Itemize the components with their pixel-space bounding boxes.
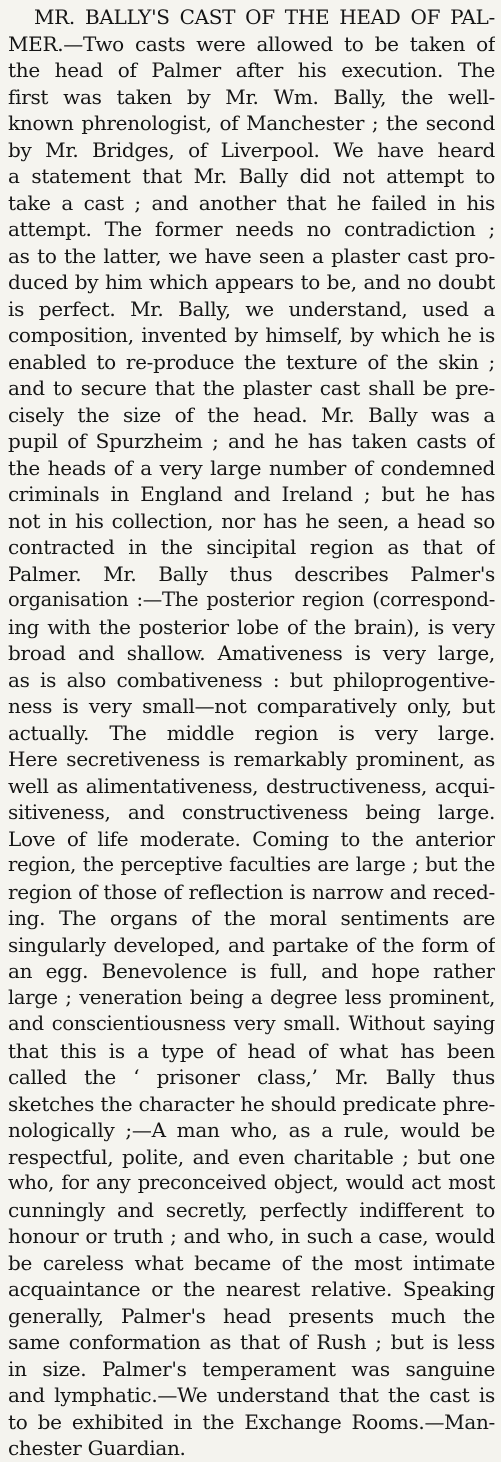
article-text-line: organisation :—The posterior region (correspond- [8,588,495,611]
article-text-line: singularly developed, and partake of the form of [8,932,495,957]
article-text-line: to be exhibited in the Exchange Rooms.—Man- [8,1409,495,1434]
article-text-line: who, for any preconceived object, would act most [8,1171,495,1194]
article-text-line: by Mr. Bridges, of Liverpool. We have heard [8,137,495,162]
article-text-line: not in his collection, nor has he seen, a head so [8,508,495,533]
article-text-line: cisely the size of the head. Mr. Bally was a [8,402,495,427]
article-text-line: a statement that Mr. Bally did not attempt to [8,164,495,188]
article-text-line: and conscientiousness very small. Without saying [8,1012,495,1035]
article-text-line: Palmer. Mr. Bally thus describes Palmer's [8,561,495,586]
article-text-line: Here secretiveness is remarkably prominent, as [8,747,495,771]
article-text-line: and to secure that the plaster cast shall be pre- [8,376,495,400]
article-text-line: take a cast ; and another that he failed in his [8,190,495,215]
article-text-line: composition, invented by himself, by which he is [8,323,495,347]
article-text-line: same conformation as that of Rush ; but is less [8,1330,495,1354]
article-text-line: ing. The organs of the moral sentiments are [8,906,495,930]
article-source-line: chester Guardian. [8,1436,186,1460]
article-text-line: cunningly and secretly, perfectly indifferent to [8,1197,495,1222]
article-text-line: acquaintance or the nearest relative. Speaking [8,1277,495,1301]
article-text-line: ness is very small—not comparatively only, but [8,694,495,718]
article-headline-line: MR. BALLY'S CAST OF THE HEAD OF PAL- [34,5,495,29]
article-text-line: as to the latter, we have seen a plaster cast pro- [8,243,495,268]
article-text-line: respectful, polite, and even charitable ; but one [8,1144,495,1169]
article-text-line: known phrenologist, of Manchester ; the second [8,111,495,135]
article-text-line: the heads of a very large number of condemned [8,455,495,480]
article-text-line: nologically ;—A man who, as a rule, would be [8,1118,495,1142]
article-text-line: well as alimentativeness, destructiveness, acqui- [8,773,495,798]
article-text-line: and lymphatic.—We understand that the cast is [8,1383,495,1407]
article-text-line: Love of life moderate. Coming to the anterior [8,826,495,851]
article-text-line: ing with the posterior lobe of the brain), is very [8,614,495,639]
article-text-line: broad and shallow. Amativeness is very large, [8,641,495,665]
article-text-line: region, the perceptive faculties are large ; but the [8,853,495,876]
article-text-line: criminals in England and Ireland ; but he has [8,482,495,506]
article-text-line: region of those of reflection is narrow and reced- [8,879,495,904]
article-text-line: large ; veneration being a degree less prominent, [8,985,495,1009]
article-text-line: sketches the character he should predicate phre- [8,1091,495,1116]
article-text-line: actually. The middle region is very large. [8,720,495,745]
article-text-line: honour or truth ; and who, in such a case, would [8,1224,495,1248]
article-text-line: sitiveness, and constructiveness being large. [8,800,495,824]
article-text-line: called the ‘ prisoner class,’ Mr. Bally thus [8,1065,495,1089]
article-text-line: is perfect. Mr. Bally, we understand, used a [8,296,495,321]
article-text-line: pupil of Spurzheim ; and he has taken casts of [8,429,495,453]
article-text-line: be careless what became of the most intimate [8,1250,495,1275]
article-text-line: first was taken by Mr. Wm. Bally, the well- [8,84,495,109]
article-text-line: an egg. Benevolence is full, and hope rather [8,959,495,983]
article-text-line: enabled to re-produce the texture of the skin ; [8,349,495,374]
article-text-line: that this is a type of head of what has been [8,1038,495,1063]
article-text-line: attempt. The former needs no contradiction ; [8,217,495,241]
article-text-line: contracted in the sincipital region as that of [8,535,495,559]
article-text-line: MER.—Two casts were allowed to be taken of [8,31,495,56]
article-text-line: the head of Palmer after his execution. The [8,58,495,82]
article-text-line: in size. Palmer's temperament was sanguine [8,1356,495,1381]
article-text-line: as is also combativeness : but philoprogentive- [8,667,495,692]
article-text-line: generally, Palmer's head presents much the [8,1303,495,1328]
article-text-line: duced by him which appears to be, and no doubt [8,270,495,294]
